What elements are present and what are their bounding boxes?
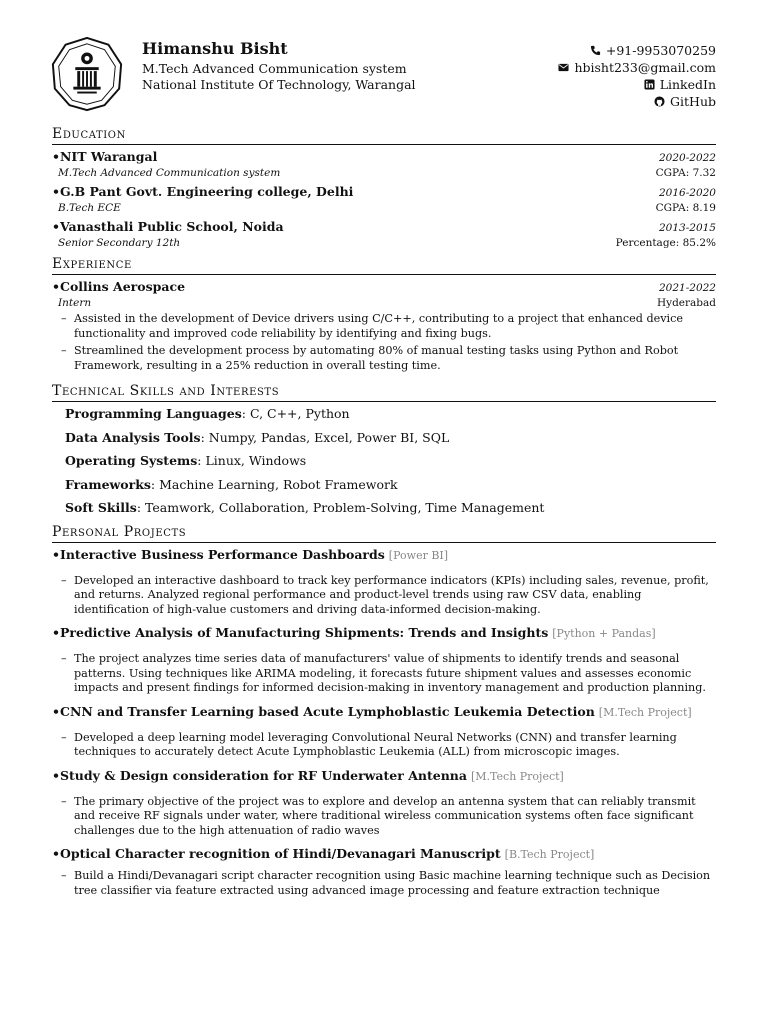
skill-row — [65, 500, 716, 516]
education-score: CGPA: 7.32 — [655, 167, 716, 179]
github-link[interactable] — [558, 93, 716, 110]
project-name: Interactive Business Performance Dashboards — [60, 546, 385, 562]
project-name: Predictive Analysis of Manufacturing Shipments: Trends and Insights — [60, 625, 549, 640]
skill-value: : Machine Learning, Robot Framework — [150, 476, 398, 492]
phone-row[interactable] — [558, 42, 716, 59]
envelope-icon — [558, 62, 569, 73]
experience-heading: Experience — [52, 256, 716, 275]
list-item: – Streamlined the development process by automating 80% of manual testing tasks using Python and Robot Framework, resulting in a 25% reduction in overall testing time. — [74, 344, 716, 373]
company-name: Collins Aerospace — [60, 279, 186, 294]
degree-line: M.Tech Advanced Communication system — [142, 61, 407, 76]
project-tag: [M.Tech Project] — [470, 769, 564, 783]
resume-page — [52, 34, 716, 906]
experience-section — [52, 256, 716, 373]
skill-row — [65, 477, 716, 493]
institute-logo — [48, 34, 126, 114]
education-score: CGPA: 8.19 — [655, 202, 716, 214]
list-item: – Developed an interactive dashboard to track key performance indicators (KPIs) including sales, revenue, profit, and returns. Analyzed regional performance and product-level trends using raw CSV data, enabling identification of high-value customers and driving data-informed decision-making. — [74, 574, 716, 618]
job-role: Intern — [58, 297, 92, 309]
experience-entry: •Collins Aerospace 2021-2022 Intern Hyderabad – Assisted in the development of Device drivers using C/C++, contributing to a project that enhanced device functionality and improved code reliability by identifying and fixing bugs. – Streamlined the development process by automating 80% of manual testing tasks using Python and Robot Framework, resulting in a 25% reduction in overall testing time. — [52, 279, 716, 373]
list-item: – The primary objective of the project was to explore and develop an antenna system that can reliably transmit and receive RF signals under water, where traditional wireless communication systems often face significant challenges due to the high attenuation of radio waves — [74, 795, 716, 839]
phone-icon — [590, 45, 601, 56]
linkedin-link[interactable] — [558, 76, 716, 93]
projects-section — [52, 524, 716, 899]
institute-line: National Institute Of Technology, Warangal — [142, 77, 416, 92]
experience-bullets — [52, 312, 716, 373]
job-location: Hyderabad — [656, 297, 716, 309]
phone-number: +91-9953070259 — [605, 43, 716, 58]
list-item: – Developed a deep learning model leveraging Convolutional Neural Networks (CNN) and transfer learning techniques to accurately detect Acute Lymphoblastic Leukemia (ALL) from microscopic images. — [74, 731, 716, 760]
degree-name: B.Tech ECE — [58, 202, 121, 214]
project-tag: [Python + Pandas] — [552, 627, 656, 640]
linkedin-icon — [644, 79, 655, 90]
project-name: Study & Design consideration for RF Underwater Antenna — [60, 767, 467, 783]
education-section — [52, 126, 716, 250]
contact-block — [558, 42, 716, 110]
experience-date: 2021-2022 — [659, 282, 716, 294]
project-name: CNN and Transfer Learning based Acute Lymphoblastic Leukemia Detection — [60, 703, 595, 719]
github-label: GitHub — [670, 94, 716, 109]
school-name: NIT Warangal — [60, 149, 158, 164]
project-tag: [B.Tech Project] — [504, 848, 595, 861]
skills-section — [52, 383, 716, 516]
github-icon — [654, 96, 665, 107]
degree-name: Senior Secondary 12th — [58, 237, 181, 249]
skill-value: : Linux, Windows — [197, 453, 307, 468]
skill-key: Soft Skills — [65, 500, 137, 515]
education-entry: •G.B Pant Govt. Engineering college, Delhi 2016-2020 B.Tech ECE CGPA: 8.19 — [52, 184, 716, 214]
skill-row — [65, 453, 716, 469]
skill-value: : C, C++, Python — [241, 406, 350, 421]
education-entry: •Vanasthali Public School, Noida 2013-2015 Senior Secondary 12th Percentage: 85.2% — [52, 219, 716, 249]
skill-value: : Numpy, Pandas, Excel, Power BI, SQL — [200, 429, 450, 445]
list-item: – The project analyzes time series data of manufacturers' value of shipments to identify trends and seasonal patterns. Using techniques like ARIMA modeling, it forecasts future shipment values and assesses economic impacts and present findings for informed decision-making in inventory management and production planning. — [74, 652, 716, 696]
school-name: Vanasthali Public School, Noida — [60, 219, 284, 234]
education-date: 2016-2020 — [659, 187, 716, 199]
education-date: 2020-2022 — [659, 152, 716, 164]
project-entry: •Predictive Analysis of Manufacturing Shipments: Trends and Insights [Python + Pandas] – The project analyzes time series data of manufacturers' value of shipments to identify trends and seasonal patterns. Using techniques like ARIMA modeling, it forecasts future shipment values and assesses economic impacts and present findings for informed decision-making in inventory management and production planning. — [52, 625, 716, 696]
projects-heading: Personal Projects — [52, 524, 716, 543]
resume-header — [52, 34, 716, 120]
skill-key: Data Analysis Tools — [65, 429, 201, 445]
list-item: – Assisted in the development of Device drivers using C/C++, contributing to a project that enhanced device functionality and improved code reliability by identifying and fixing bugs. — [74, 312, 716, 341]
linkedin-label: LinkedIn — [659, 77, 716, 92]
project-tag: [Power BI] — [388, 548, 449, 562]
skill-key: Programming Languages — [65, 406, 242, 421]
project-entry: •CNN and Transfer Learning based Acute Lymphoblastic Leukemia Detection [M.Tech Project] – Developed a deep learning model leveraging Convolutional Neural Networks (CNN) and transfer learning techniques to accurately detect Acute Lymphoblastic Leukemia (ALL) from microscopic images. — [52, 704, 716, 760]
list-item: – Build a Hindi/Devanagari script character recognition using Basic machine learning technique such as Decision tree classifier via feature extracted using advanced image processing and feature extraction technique — [74, 869, 716, 898]
project-entry: •Interactive Business Performance Dashboards [Power BI] – Developed an interactive dashboard to track key performance indicators (KPIs) including sales, revenue, profit, and returns. Analyzed regional performance and product-level trends using raw CSV data, enabling identification of high-value customers and driving data-informed decision-making. — [52, 547, 716, 618]
school-name: G.B Pant Govt. Engineering college, Delhi — [60, 184, 354, 199]
skill-key: Frameworks — [65, 476, 151, 492]
education-entry: •NIT Warangal 2020-2022 M.Tech Advanced Communication system CGPA: 7.32 — [52, 149, 716, 179]
education-score: Percentage: 85.2% — [615, 237, 716, 249]
project-name: Optical Character recognition of Hindi/Devanagari Manuscript — [60, 846, 501, 861]
skill-row — [65, 430, 716, 446]
education-date: 2013-2015 — [659, 222, 716, 234]
project-entry: •Optical Character recognition of Hindi/Devanagari Manuscript [B.Tech Project] – Build a Hindi/Devanagari script character recognition using Basic machine learning technique such as Decision tree classifier via feature extracted using advanced image processing and feature extraction technique — [52, 846, 716, 898]
skill-value: : Teamwork, Collaboration, Problem-Solving, Time Management — [136, 500, 545, 515]
project-tag: [M.Tech Project] — [598, 705, 692, 719]
skill-row — [65, 406, 716, 422]
email-address: hbisht233@gmail.com — [574, 60, 716, 75]
candidate-name: Himanshu Bisht — [142, 39, 288, 58]
email-row[interactable] — [558, 59, 716, 76]
degree-name: M.Tech Advanced Communication system — [58, 167, 281, 179]
skills-heading: Technical Skills and Interests — [52, 383, 716, 402]
project-entry: •Study & Design consideration for RF Underwater Antenna [M.Tech Project] – The primary objective of the project was to explore and develop an antenna system that can reliably transmit and receive RF signals under water, where traditional wireless communication systems often face significant challenges due to the high attenuation of radio waves — [52, 768, 716, 839]
education-heading: Education — [52, 126, 716, 145]
skill-key: Operating Systems — [65, 453, 198, 468]
